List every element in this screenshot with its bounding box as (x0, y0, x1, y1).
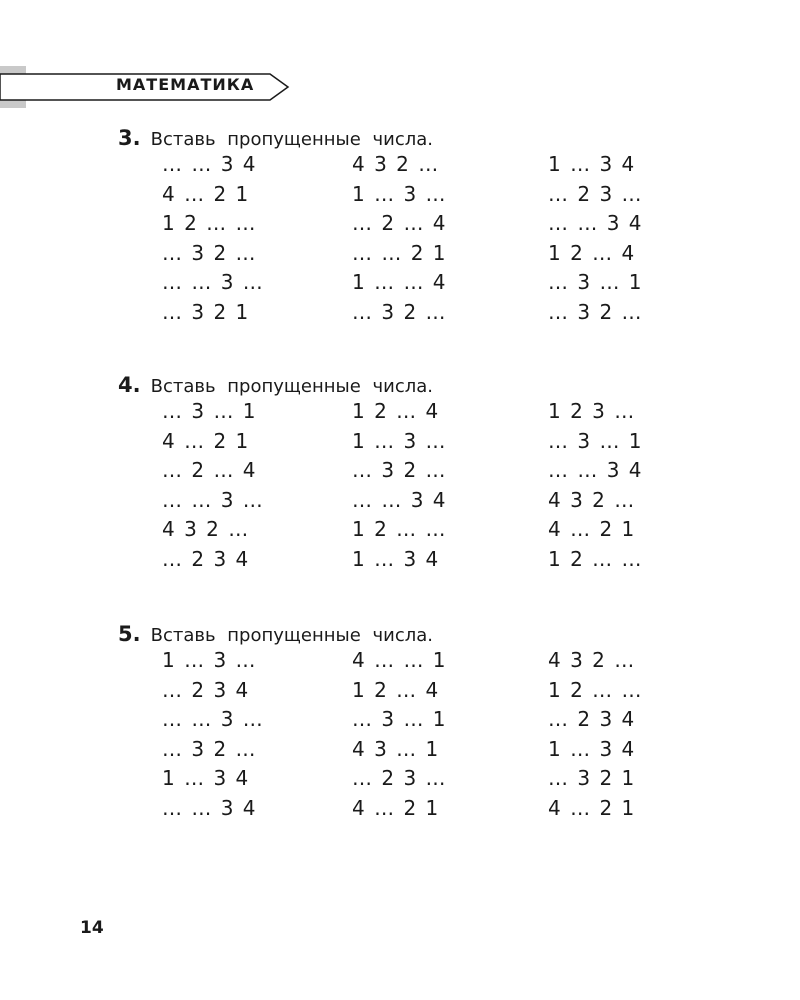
page-number: 14 (80, 918, 104, 938)
sequence-cell: … 3 2 … (352, 458, 448, 482)
sequence-cell: … 2 3 4 (548, 707, 636, 731)
sequence-cell: … 2 3 … (352, 766, 448, 790)
sequence-cell: … … 3 4 (162, 152, 258, 176)
sequence-cell: 1 … 3 4 (162, 766, 250, 790)
sequence-cell: 4 3 2 … (548, 487, 636, 512)
task-instruction: Вставь пропущенные числа. (150, 376, 433, 397)
sequence-cell: 4 … 2 1 (548, 795, 636, 820)
sequence-cell: 4 3 2 … (548, 648, 636, 672)
sequence-cell: … 3 2 … (352, 299, 448, 324)
sequence-cell: … … 3 4 (162, 795, 258, 820)
sequence-cell: … 3 … 1 (548, 428, 644, 453)
sequence-cell: 1 … 3 … (352, 428, 448, 453)
sequence-cell: … … 3 4 (352, 487, 448, 512)
sequence-cell: 1 2 … … (548, 546, 644, 571)
sequence-cell: 1 … 3 … (162, 648, 258, 672)
sequence-cell: 1 … 3 4 (352, 546, 440, 571)
sequence-cell: … … 3 4 (548, 211, 644, 235)
sequence-cell: … … 3 … (162, 487, 265, 512)
sequence-cell: 4 … 2 1 (352, 795, 440, 820)
sequence-cell: … 3 2 … (162, 240, 258, 265)
sequence-cell: … 3 … 1 (352, 707, 448, 731)
sequence-cell: 1 2 3 … (548, 399, 636, 423)
sequence-cell: … 3 2 … (162, 736, 258, 761)
sequence-cell: 4 3 2 … (162, 517, 250, 541)
sequence-cell: … … 3 4 (548, 458, 644, 482)
sequence-cell: 1 … 3 4 (548, 736, 636, 761)
task-heading (118, 126, 433, 150)
sequence-cell: … 2 3 4 (162, 546, 250, 571)
sequence-cell: … 3 2 1 (162, 299, 250, 324)
sequence-cell: 1 2 … … (352, 517, 448, 541)
sequence-cell: … … 3 … (162, 707, 265, 731)
sequence-cell: … 2 … 4 (352, 211, 448, 235)
task-heading (118, 622, 433, 646)
sequence-cell: 1 … 3 4 (548, 152, 636, 176)
sequence-cell: … 3 2 1 (548, 766, 636, 790)
task-number: 3. (118, 126, 141, 150)
sequence-cell: … 2 … 4 (162, 458, 258, 482)
sequence-cell: 4 … … 1 (352, 648, 448, 672)
task-number: 5. (118, 622, 141, 646)
sequence-cell: … 3 … 1 (548, 270, 644, 294)
sequence-cell: 1 2 … 4 (352, 399, 440, 423)
sequence-cell: 4 … 2 1 (548, 517, 636, 541)
sequence-cell: 1 2 … 4 (548, 240, 636, 265)
sequence-cell: 1 2 … … (548, 677, 644, 702)
sequence-cell: … … 2 1 (352, 240, 448, 265)
sequence-cell: 1 2 … 4 (352, 677, 440, 702)
sequence-cell: 4 3 2 … (352, 152, 440, 176)
sequence-cell: … 2 3 … (548, 181, 644, 206)
task-instruction: Вставь пропущенные числа. (150, 625, 433, 646)
sequence-cell: … 3 2 … (548, 299, 644, 324)
sequence-cell: … … 3 … (162, 270, 265, 294)
section-header-tab (0, 66, 300, 108)
task-heading (118, 373, 433, 397)
sequence-cell: 4 … 2 1 (162, 428, 250, 453)
task-instruction: Вставь пропущенные числа. (150, 129, 433, 150)
sequence-cell: 1 … … 4 (352, 270, 448, 294)
sequence-cell: 1 2 … … (162, 211, 258, 235)
task-number: 4. (118, 373, 141, 397)
sequence-cell: 4 3 … 1 (352, 736, 440, 761)
section-title: МАТЕМАТИКА (116, 75, 255, 94)
sequence-cell: 1 … 3 … (352, 181, 448, 206)
sequence-cell: … 2 3 4 (162, 677, 250, 702)
sequence-cell: … 3 … 1 (162, 399, 258, 423)
sequence-cell: 4 … 2 1 (162, 181, 250, 206)
